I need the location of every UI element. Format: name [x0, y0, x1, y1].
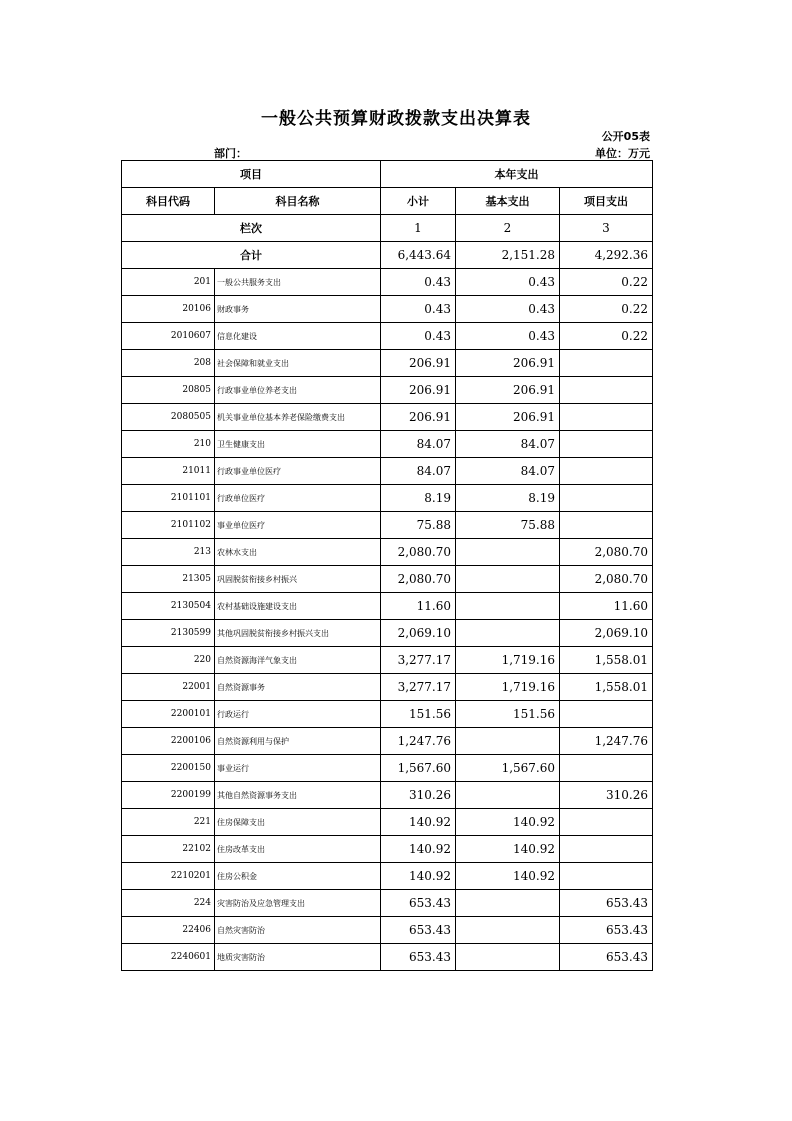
table-row	[122, 512, 653, 539]
project-value	[560, 701, 653, 728]
project-value: 2,080.70	[560, 566, 653, 593]
subject-name: 机关事业单位基本养老保险缴费支出	[215, 404, 381, 431]
subject-code: 2130599	[122, 620, 215, 647]
total-subtotal: 6,443.64	[381, 242, 456, 269]
basic-value: 151.56	[456, 701, 560, 728]
subject-name: 信息化建设	[215, 323, 381, 350]
basic-value	[456, 917, 560, 944]
row-label: 栏次	[122, 215, 381, 242]
subject-code: 2101102	[122, 512, 215, 539]
subject-name: 一般公共服务支出	[215, 269, 381, 296]
unit-label: 单位：万元	[595, 147, 650, 160]
subject-code: 21305	[122, 566, 215, 593]
subject-name: 其他巩固脱贫衔接乡村振兴支出	[215, 620, 381, 647]
table-row	[122, 647, 653, 674]
subject-code: 213	[122, 539, 215, 566]
subtotal-value: 2,069.10	[381, 620, 456, 647]
subject-name: 住房改革支出	[215, 836, 381, 863]
table-row	[122, 701, 653, 728]
table-row	[122, 809, 653, 836]
subtotal-value: 3,277.17	[381, 647, 456, 674]
table-row	[122, 782, 653, 809]
total-label: 合计	[122, 242, 381, 269]
basic-value: 75.88	[456, 512, 560, 539]
project-value: 2,080.70	[560, 539, 653, 566]
subtotal-value: 140.92	[381, 863, 456, 890]
basic-value: 0.43	[456, 296, 560, 323]
basic-value: 84.07	[456, 458, 560, 485]
expenditure-table	[121, 160, 653, 971]
subtotal-value: 1,247.76	[381, 728, 456, 755]
col-number-3: 3	[560, 215, 653, 242]
header-row-2	[122, 188, 653, 215]
header-name: 科目名称	[215, 188, 381, 215]
subtotal-value: 2,080.70	[381, 566, 456, 593]
subject-name: 地质灾害防治	[215, 944, 381, 971]
project-value	[560, 377, 653, 404]
subject-code: 2130504	[122, 593, 215, 620]
subtotal-value: 151.56	[381, 701, 456, 728]
table-row	[122, 296, 653, 323]
subject-name: 事业运行	[215, 755, 381, 782]
subtotal-value: 206.91	[381, 377, 456, 404]
subject-name: 自然灾害防治	[215, 917, 381, 944]
subject-name: 农村基础设施建设支出	[215, 593, 381, 620]
subject-code: 22001	[122, 674, 215, 701]
project-value	[560, 458, 653, 485]
subject-name: 住房公积金	[215, 863, 381, 890]
subject-code: 224	[122, 890, 215, 917]
table-row	[122, 836, 653, 863]
subject-name: 卫生健康支出	[215, 431, 381, 458]
subject-code: 2200150	[122, 755, 215, 782]
basic-value: 0.43	[456, 323, 560, 350]
col-number-2: 2	[456, 215, 560, 242]
subject-name: 住房保障支出	[215, 809, 381, 836]
subject-code: 2210201	[122, 863, 215, 890]
form-number: 公开05表	[601, 130, 650, 143]
subject-code: 220	[122, 647, 215, 674]
subtotal-value: 8.19	[381, 485, 456, 512]
table-row	[122, 350, 653, 377]
subtotal-value: 11.60	[381, 593, 456, 620]
basic-value: 0.43	[456, 269, 560, 296]
subject-code: 201	[122, 269, 215, 296]
subtotal-value: 3,277.17	[381, 674, 456, 701]
project-value: 0.22	[560, 296, 653, 323]
project-value: 2,069.10	[560, 620, 653, 647]
table-row	[122, 458, 653, 485]
subject-name: 财政事务	[215, 296, 381, 323]
subtotal-value: 653.43	[381, 944, 456, 971]
subject-name: 行政事业单位养老支出	[215, 377, 381, 404]
header-basic: 基本支出	[456, 188, 560, 215]
subject-name: 行政运行	[215, 701, 381, 728]
subtotal-value: 84.07	[381, 458, 456, 485]
subject-code: 210	[122, 431, 215, 458]
basic-value: 84.07	[456, 431, 560, 458]
col-number-1: 1	[381, 215, 456, 242]
table-row	[122, 917, 653, 944]
basic-value	[456, 539, 560, 566]
project-value: 11.60	[560, 593, 653, 620]
header-subtotal: 小计	[381, 188, 456, 215]
subtotal-value: 206.91	[381, 350, 456, 377]
subject-code: 208	[122, 350, 215, 377]
project-value	[560, 863, 653, 890]
basic-value: 8.19	[456, 485, 560, 512]
table-row	[122, 755, 653, 782]
subject-name: 巩固脱贫衔接乡村振兴	[215, 566, 381, 593]
project-value	[560, 809, 653, 836]
project-value: 0.22	[560, 269, 653, 296]
table-row	[122, 890, 653, 917]
basic-value	[456, 620, 560, 647]
subtotal-value: 2,080.70	[381, 539, 456, 566]
column-number-row	[122, 215, 653, 242]
project-value	[560, 512, 653, 539]
subject-code: 20805	[122, 377, 215, 404]
subject-name: 自然资源事务	[215, 674, 381, 701]
table-row	[122, 269, 653, 296]
subject-code: 2080505	[122, 404, 215, 431]
project-value: 0.22	[560, 323, 653, 350]
subtotal-value: 653.43	[381, 890, 456, 917]
project-value	[560, 836, 653, 863]
subject-code: 221	[122, 809, 215, 836]
table-row	[122, 404, 653, 431]
basic-value	[456, 593, 560, 620]
subject-code: 20106	[122, 296, 215, 323]
header-item: 项目	[122, 161, 381, 188]
subject-code: 2200106	[122, 728, 215, 755]
project-value: 653.43	[560, 917, 653, 944]
department-label: 部门：	[214, 147, 247, 160]
subtotal-value: 0.43	[381, 296, 456, 323]
header-current-year: 本年支出	[381, 161, 653, 188]
basic-value: 206.91	[456, 404, 560, 431]
table-row	[122, 674, 653, 701]
subject-code: 2200199	[122, 782, 215, 809]
subject-name: 其他自然资源事务支出	[215, 782, 381, 809]
subtotal-value: 84.07	[381, 431, 456, 458]
subject-name: 灾害防治及应急管理支出	[215, 890, 381, 917]
basic-value: 140.92	[456, 863, 560, 890]
subject-name: 自然资源利用与保护	[215, 728, 381, 755]
subject-code: 21011	[122, 458, 215, 485]
project-value	[560, 485, 653, 512]
subject-code: 2101101	[122, 485, 215, 512]
subject-name: 行政单位医疗	[215, 485, 381, 512]
header-project: 项目支出	[560, 188, 653, 215]
project-value: 653.43	[560, 890, 653, 917]
total-project: 4,292.36	[560, 242, 653, 269]
basic-value: 1,567.60	[456, 755, 560, 782]
basic-value: 1,719.16	[456, 674, 560, 701]
table-row	[122, 620, 653, 647]
subtotal-value: 140.92	[381, 836, 456, 863]
basic-value	[456, 566, 560, 593]
project-value	[560, 350, 653, 377]
basic-value: 140.92	[456, 836, 560, 863]
subject-name: 事业单位医疗	[215, 512, 381, 539]
basic-value: 140.92	[456, 809, 560, 836]
header-row-1	[122, 161, 653, 188]
basic-value	[456, 890, 560, 917]
subject-name: 社会保障和就业支出	[215, 350, 381, 377]
subject-name: 农林水支出	[215, 539, 381, 566]
table-row	[122, 593, 653, 620]
subtotal-value: 0.43	[381, 269, 456, 296]
subtotal-value: 206.91	[381, 404, 456, 431]
subtotal-value: 653.43	[381, 917, 456, 944]
project-value: 1,558.01	[560, 647, 653, 674]
project-value: 1,558.01	[560, 674, 653, 701]
subject-name: 行政事业单位医疗	[215, 458, 381, 485]
project-value	[560, 431, 653, 458]
subtotal-value: 0.43	[381, 323, 456, 350]
page-title: 一般公共预算财政拨款支出决算表	[261, 109, 531, 129]
project-value: 653.43	[560, 944, 653, 971]
subtotal-value: 310.26	[381, 782, 456, 809]
table-row	[122, 539, 653, 566]
basic-value: 206.91	[456, 377, 560, 404]
project-value: 1,247.76	[560, 728, 653, 755]
table-row	[122, 863, 653, 890]
table-row	[122, 377, 653, 404]
table-row	[122, 944, 653, 971]
basic-value	[456, 944, 560, 971]
subtotal-value: 140.92	[381, 809, 456, 836]
table-row	[122, 728, 653, 755]
subject-code: 2200101	[122, 701, 215, 728]
basic-value: 1,719.16	[456, 647, 560, 674]
total-basic: 2,151.28	[456, 242, 560, 269]
subtotal-value: 1,567.60	[381, 755, 456, 782]
subtotal-value: 75.88	[381, 512, 456, 539]
subject-code: 2010607	[122, 323, 215, 350]
header-code: 科目代码	[122, 188, 215, 215]
table-row	[122, 485, 653, 512]
subject-name: 自然资源海洋气象支出	[215, 647, 381, 674]
total-row	[122, 242, 653, 269]
subject-code: 22406	[122, 917, 215, 944]
project-value: 310.26	[560, 782, 653, 809]
project-value	[560, 404, 653, 431]
basic-value: 206.91	[456, 350, 560, 377]
subject-code: 22102	[122, 836, 215, 863]
table-row	[122, 566, 653, 593]
basic-value	[456, 728, 560, 755]
basic-value	[456, 782, 560, 809]
project-value	[560, 755, 653, 782]
table-row	[122, 323, 653, 350]
subject-code: 2240601	[122, 944, 215, 971]
table-row	[122, 431, 653, 458]
